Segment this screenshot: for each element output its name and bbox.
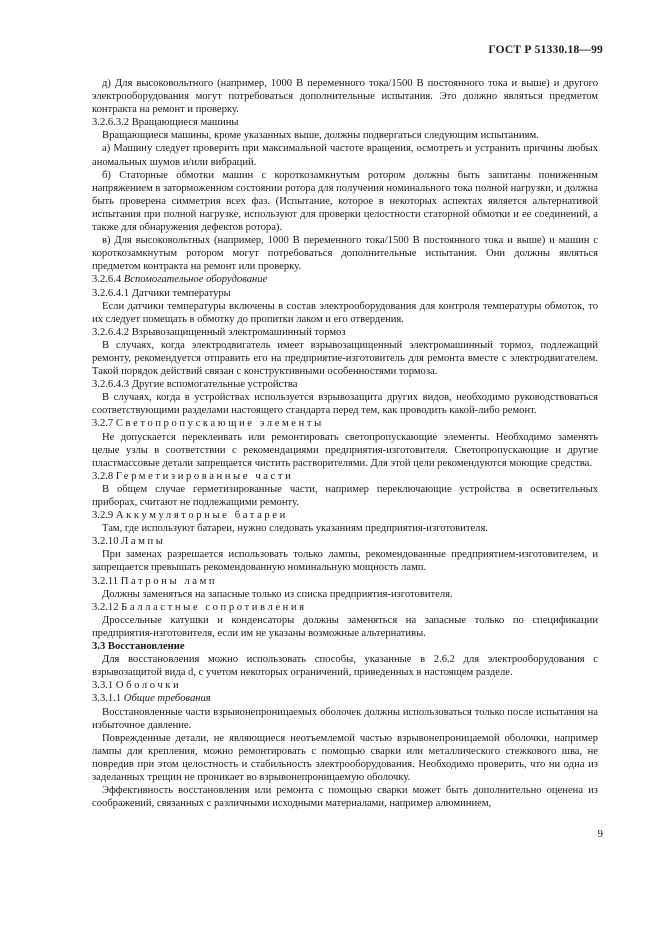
section-heading (92, 640, 598, 653)
paragraph (92, 732, 598, 784)
page-number: 9 (597, 828, 603, 840)
heading-text: Светопропускающие элементы (115, 418, 324, 430)
paragraph-text: В общем случае герметизированные части, например переключающие устройства в осветительных приборах, считают не подлежащими ремонту. (92, 483, 598, 508)
heading-text: Вспомогательное оборудование (123, 274, 268, 286)
heading-text: 3.2.6.4.1 Датчики температуры (92, 287, 231, 299)
paragraph (92, 614, 598, 640)
paragraph (92, 653, 598, 679)
section-heading (92, 575, 598, 588)
paragraph-text: Поврежденные детали, не являющиеся неотъемлемой частью взрывонепроницаемой оболочки, например лампы для крепления, можно ремонтировать с помощью сварки или металлического стежкового шва, не повредив при этом целостность и стабильность электрооборудования. Необходимо проверить, что ни одна из заделанных трещин не проникает во взрывонепроницаемую оболочку. (92, 732, 598, 783)
heading-number: 3.2.6.4 (92, 274, 122, 286)
paragraph (92, 522, 598, 535)
heading-text: Общие требования (123, 693, 211, 705)
paragraph-text: Дроссельные катушки и конденсаторы должны заменяться на запасные только по спецификации предприятия-изготовителя, если им не указаны возможные альтернативы. (92, 614, 598, 639)
section-heading (92, 509, 598, 522)
paragraph (92, 129, 598, 142)
paragraph-text: Восстановленные части взрывонепроницаемых оболочек должны использоваться только после испытания на избыточное давление. (92, 706, 598, 731)
heading-number: 3.2.12 (92, 601, 119, 613)
heading-number: 3.2.10 (92, 536, 119, 548)
paragraph-text: б) Статорные обмотки машин с короткозамкнутым ротором должны быть запитаны пониженным напряжением в заторможенном состоянии ротора для получения номинального тока полной нагрузки, и должна быть проверена симметрия всех фаз. (Испытание, которое в некоторых аспектах является альтернативой испытания при полной нагрузке, используют для проверки целостности статорной обмотки и ее соединений, а также для обнаружения дефектов ротора). (92, 169, 598, 234)
paragraph-text: Вращающиеся машины, кроме указанных выше, должны подвергаться следующим испытаниям. (102, 130, 539, 142)
paragraph-text: В случаях, когда в устройствах используется взрывозащита других видов, необходимо руководствоваться соответствующими разделами настоящего стандарта перед тем, как проводить какой-либо ремонт. (92, 392, 598, 417)
heading-number: 3.2.7 (92, 418, 114, 430)
heading-text: Оболочки (115, 680, 182, 692)
section-heading (92, 273, 598, 286)
heading-text: Аккумуляторные батареи (115, 510, 288, 522)
heading-text: 3.2.6.4.2 Взрывозащищенный электромашинный тормоз (92, 326, 346, 338)
paragraph-text: Не допускается переклеивать или ремонтировать светопропускающие элементы. Необходимо заменять целые узлы в соответствии с рекомендациями предприятия-изготовителя. Светопропускающие и другие пластмассовые детали запрещается чистить растворителями. Для этой цели рекомендуются моющие средства. (92, 431, 598, 469)
standard-header: ГОСТ Р 51330.18—99 (488, 44, 603, 56)
heading-text: Лампы (121, 536, 166, 548)
paragraph (92, 142, 598, 168)
section-heading (92, 417, 598, 430)
paragraph (92, 483, 598, 509)
paragraph-text: Должны заменяться на запасные только из списка предприятия-изготовителя. (102, 588, 453, 600)
paragraph-text: При заменах разрешается использовать только лампы, рекомендованные предприятием-изготовителем, и запрещается превышать рекомендованную номинальную мощность ламп. (92, 549, 598, 574)
heading-number: 3.2.9 (92, 510, 114, 522)
heading-text: 3.2.6.4.3 Другие вспомогательные устройства (92, 379, 298, 391)
paragraph-text: Эффективность восстановления или ремонта с помощью сварки может быть дополнительно оценена из соображений, связанных с различными исходными материалами, например алюминием, (92, 785, 598, 810)
heading-text: Патроны ламп (120, 575, 218, 587)
paragraph (92, 784, 598, 810)
heading-text: 3.3 Восстановление (92, 641, 185, 653)
heading-number: 3.2.8 (92, 470, 114, 482)
paragraph-text: Там, где используют батареи, нужно следовать указаниям предприятия-изготовителя. (102, 523, 488, 535)
section-heading (92, 601, 598, 614)
paragraph (92, 169, 598, 234)
document-body (92, 77, 598, 810)
heading-text: 3.2.6.3.2 Вращающиеся машины (92, 117, 239, 129)
heading-text: Балластные сопротивления (121, 601, 307, 613)
section-heading (92, 470, 598, 483)
section-heading (92, 679, 598, 692)
section-heading (92, 116, 598, 129)
paragraph (92, 706, 598, 732)
paragraph-text: В случаях, когда электродвигатель имеет взрывозащищенный электромашинный тормоз, подлежащий ремонту, рекомендуется отправить его на предприятие-изготовитель для ремонта вместе с электродвигателем. Такой порядок действий связан с конструктивными особенностями тормоза. (92, 339, 598, 378)
paragraph (92, 431, 598, 470)
heading-number: 3.3.1 (92, 680, 114, 692)
paragraph (92, 391, 598, 417)
paragraph (92, 300, 598, 326)
paragraph-text: Для восстановления можно использовать способы, указанные в 2.6.2 для электрооборудования с взрывозащитой вида d, с учетом некоторых ограничений, приведенных в настоящем разделе. (92, 654, 598, 679)
heading-number: 3.2.11 (92, 575, 119, 587)
paragraph-text: а) Машину следует проверить при максимальной частоте вращения, осмотреть и устранить причины любых аномальных шумов и/или вибраций. (92, 143, 598, 168)
paragraph-text: Если датчики температуры включены в состав электрооборудования для контроля температуры обмоток, то их следует помещать в обмотку до пропитки лаком и его отвердения. (92, 300, 598, 325)
section-heading (92, 287, 598, 300)
paragraph (92, 234, 598, 273)
heading-number: 3.3.1.1 (92, 693, 122, 705)
section-heading (92, 535, 598, 548)
paragraph (92, 339, 598, 378)
section-heading (92, 378, 598, 391)
paragraph (92, 77, 598, 116)
section-heading (92, 692, 598, 705)
paragraph (92, 548, 598, 574)
paragraph-text: в) Для высоковольтных (например, 1000 В переменного тока/1500 В постоянного тока и выше) и машин с короткозамкнутым ротором могут потребоваться дополнительные испытания. Они должны являться предметом контракта на ремонт или проверку. (92, 235, 598, 273)
section-heading (92, 326, 598, 339)
paragraph-text: д) Для высоковольтного (например, 1000 В переменного тока/1500 В постоянного тока и выше) и другого электрооборудования могут потребоваться дополнительные испытания. Это должно являться предметом контракта на ремонт и проверку. (92, 78, 598, 116)
paragraph (92, 588, 598, 601)
heading-text: Герметизированные части (115, 470, 294, 482)
